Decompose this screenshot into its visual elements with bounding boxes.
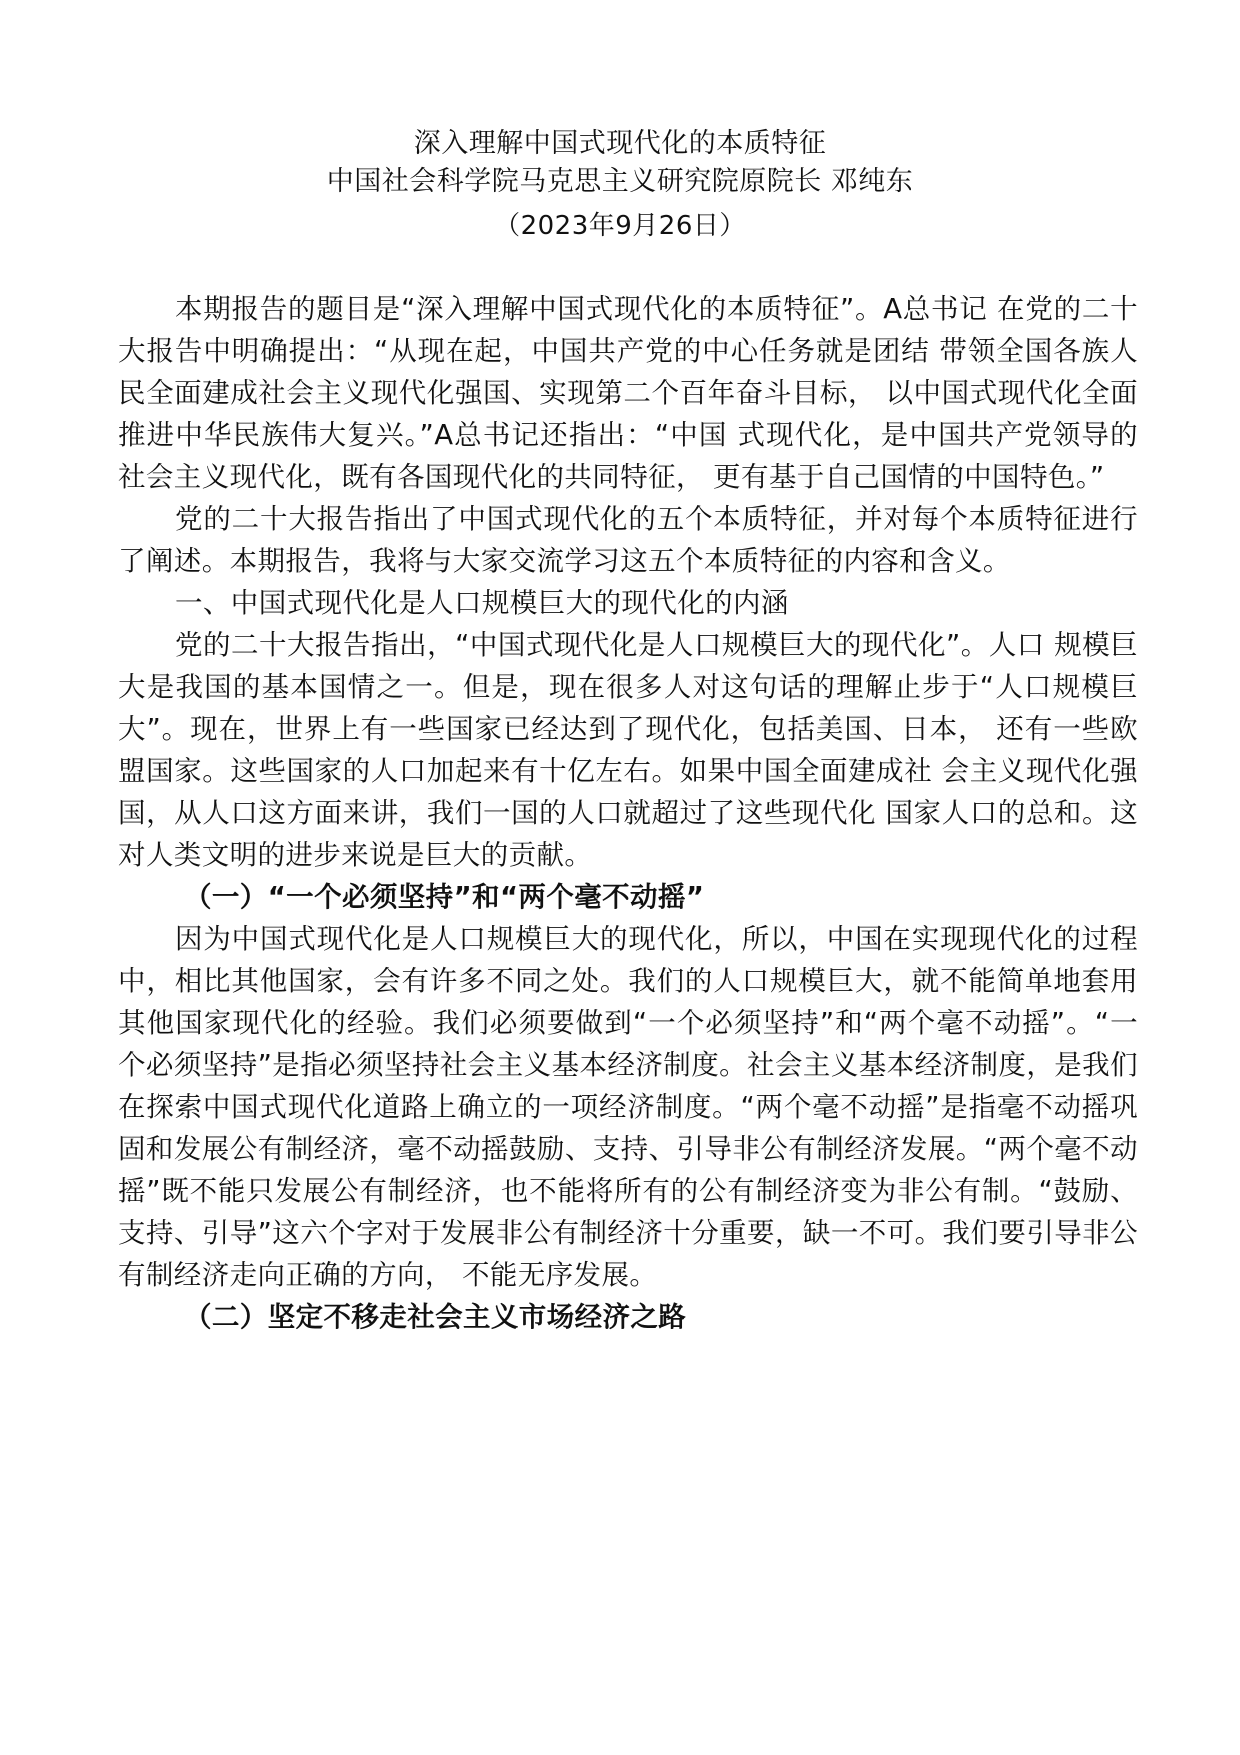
subsection-heading-1: （一）“一个必须坚持”和“两个毫不动摇” (184, 881, 705, 913)
document-date: （2023年9月26日） (494, 211, 746, 241)
paragraph-intro: 本期报告的题目是“深入理解中国式现代化的本质特征”。A总书记 在党的二十大报告中明确提出：“从现在起，中国共产党的中心任务就是团结 带领全国各族人民全面建成社会主义现代化强国、实现第二个百年奋斗目标， 以中国式现代化全面推进中华民族伟大复兴。”A总书记还指出：“中国 式现代化，是中国共产党领导的社会主义现代化，既有各国现代化的共同特征， 更有基于自己国情的中国特色。” (118, 293, 1138, 493)
section-heading-1: 一、中国式现代化是人口规模巨大的现代化的内涵 (175, 587, 789, 619)
paragraph-subsection-1: 因为中国式现代化是人口规模巨大的现代化，所以，中国在实现现代化的过程中，相比其他国家，会有许多不同之处。我们的人口规模巨大，就不能简单地套用其他国家现代化的经验。我们必须要做到“一个必须坚持”和“两个毫不动摇”。“一个必须坚持”是指必须坚持社会主义基本经济制度。社会主义基本经济制度，是我们在探索中国式现代化道路上确立的一项经济制度。“两个毫不动摇”是指毫不动摇巩固和发展公有制经济，毫不动摇鼓励、支持、引导非公有制经济发展。“两个毫不动摇”既不能只发展公有制经济，也不能将所有的公有制经济变为非公有制。“鼓励、支持、引导”这六个字对于发展非公有制经济十分重要，缺一不可。我们要引导非公有制经济走向正确的方向， 不能无序发展。 (118, 923, 1138, 1291)
document-body (118, 288, 1138, 1338)
document-author: 中国社会科学院马克思主义研究院原院长 邓纯东 (326, 166, 914, 197)
document-title: 深入理解中国式现代化的本质特征 (413, 128, 827, 159)
subsection-heading-2: （二）坚定不移走社会主义市场经济之路 (184, 1301, 687, 1333)
paragraph-section-1: 党的二十大报告指出，“中国式现代化是人口规模巨大的现代化”。人口 规模巨大是我国的基本国情之一。但是，现在很多人对这句话的理解止步于“人口规模巨大”。现在，世界上有一些国家已经达到了现代化，包括美国、日本， 还有一些欧盟国家。这些国家的人口加起来有十亿左右。如果中国全面建成社 会主义现代化强国，从人口这方面来讲，我们一国的人口就超过了这些现代化 国家人口的总和。这对人类文明的进步来说是巨大的贡献。 (118, 629, 1138, 871)
paragraph-overview: 党的二十大报告指出了中国式现代化的五个本质特征，并对每个本质特征进行了阐述。本期报告，我将与大家交流学习这五个本质特征的内容和含义。 (118, 503, 1138, 577)
